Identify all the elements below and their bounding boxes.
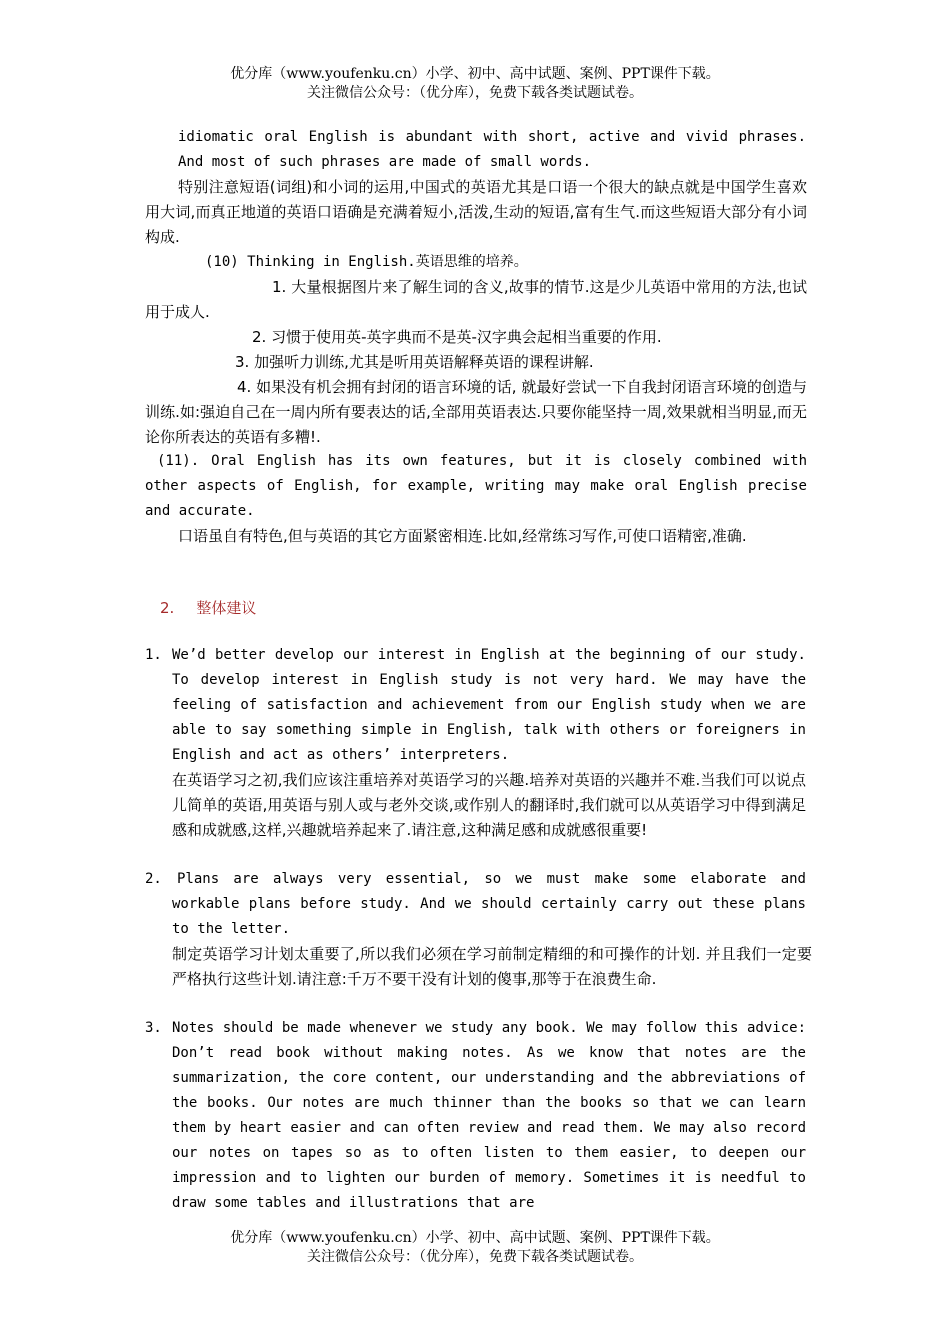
suggestion-3-english: Notes should be made whenever we study any book. We may follow this advice: Don’t read book without making notes. As we know that notes are the summarization, the core content, our understanding and the abbreviations of the books. Our notes are much thinner than the books so that we can learn them by heart easier and can often review and read them. We may also record our notes on tapes so as to often listen to them easier, to deepen our impression and to lighten our burden of memory. Sometimes it is needful to draw some tables and illustrations that are xyxy=(172,1020,806,1211)
item-10-title-text: (10) Thinking in English.英语思维的培养。 xyxy=(205,254,528,270)
suggestion-2-chinese: 制定英语学习计划太重要了,所以我们必须在学习前制定精细的和可操作的计划. 并且我们一定要严格执行这些计划.请注意:千万不要干没有计划的傻事,那等于在浪费生命. xyxy=(172,945,812,988)
suggestion-1-english: We’d better develop our interest in English at the beginning of our study. To develop interest in English study is not very hard. We may have the feeling of satisfaction and achievement from our English study when we are able to say something simple in English, talk with others or foreigners in English and act as others’ interpreters. xyxy=(172,647,806,763)
item-10-point-1: 1. 大量根据图片来了解生词的含义,故事的情节.这是少儿英语中常用的方法,也试用于成人. xyxy=(145,278,807,321)
suggestion-3-number: 3. xyxy=(145,1020,162,1036)
item-10-point-3: 3. 加强听力训练,尤其是听用英语解释英语的课程讲解. xyxy=(235,353,594,371)
suggestion-2-english: Plans are always very essential, so we must make some elaborate and workable plans before study. And we should certainly carry out these plans to the letter. xyxy=(172,871,806,937)
item-11-english: (11). Oral English has its own features, but it is closely combined with other aspects of English, for example, writing may make oral English precise and accurate. xyxy=(145,453,807,519)
paragraph-chinese-1: 特别注意短语(词组)和小词的运用,中国式的英语尤其是口语一个很大的缺点就是中国学生喜欢用大词,而真正地道的英语口语确是充满着短小,活泼,生动的短语,富有生气.而这些短语大部分有小词构成. xyxy=(145,178,807,246)
section-2-number: 2. xyxy=(160,599,175,617)
page-footer xyxy=(0,1229,950,1267)
section-2-title: 整体建议 xyxy=(196,599,257,617)
page-header xyxy=(0,65,950,103)
paragraph-english-1: idiomatic oral English is abundant with short, active and vivid phrases. And most of such phrases are made of small words. xyxy=(178,129,806,170)
item-10-title xyxy=(205,250,805,275)
footer-line-1: 优分库（www.youfenku.cn）小学、初中、高中试题、案例、PPT课件下载。 xyxy=(230,1230,720,1246)
header-line-2: 关注微信公众号：（优分库），免费下载各类试题试卷。 xyxy=(307,85,643,101)
suggestion-2-number: 2. xyxy=(145,871,162,887)
item-10-point-2: 2. 习惯于使用英-英字典而不是英-汉字典会起相当重要的作用. xyxy=(252,328,662,346)
footer-line-2: 关注微信公众号：（优分库），免费下载各类试题试卷。 xyxy=(307,1249,643,1265)
header-line-1: 优分库（www.youfenku.cn）小学、初中、高中试题、案例、PPT课件下载。 xyxy=(230,66,720,82)
suggestion-1-chinese: 在英语学习之初,我们应该注重培养对英语学习的兴趣.培养对英语的兴趣并不难.当我们可以说点儿简单的英语,用英语与别人或与老外交谈,或作别人的翻译时,我们就可以从英语学习中得到满足感和成就感,这样,兴趣就培养起来了.请注意,这种满足感和成就感很重要! xyxy=(172,771,806,839)
suggestion-1-number: 1. xyxy=(145,647,162,663)
item-10-point-4: 4. 如果没有机会拥有封闭的语言环境的话, 就最好尝试一下自我封闭语言环境的创造与训练.如:强迫自己在一周内所有要表达的话,全部用英语表达.只要你能坚持一周,效果就相当明显,而无论你所表达的英语有多糟!. xyxy=(145,378,807,446)
item-11-chinese: 口语虽自有特色,但与英语的其它方面紧密相连.比如,经常练习写作,可使口语精密,准确. xyxy=(178,527,747,545)
section-2-heading xyxy=(160,596,560,621)
